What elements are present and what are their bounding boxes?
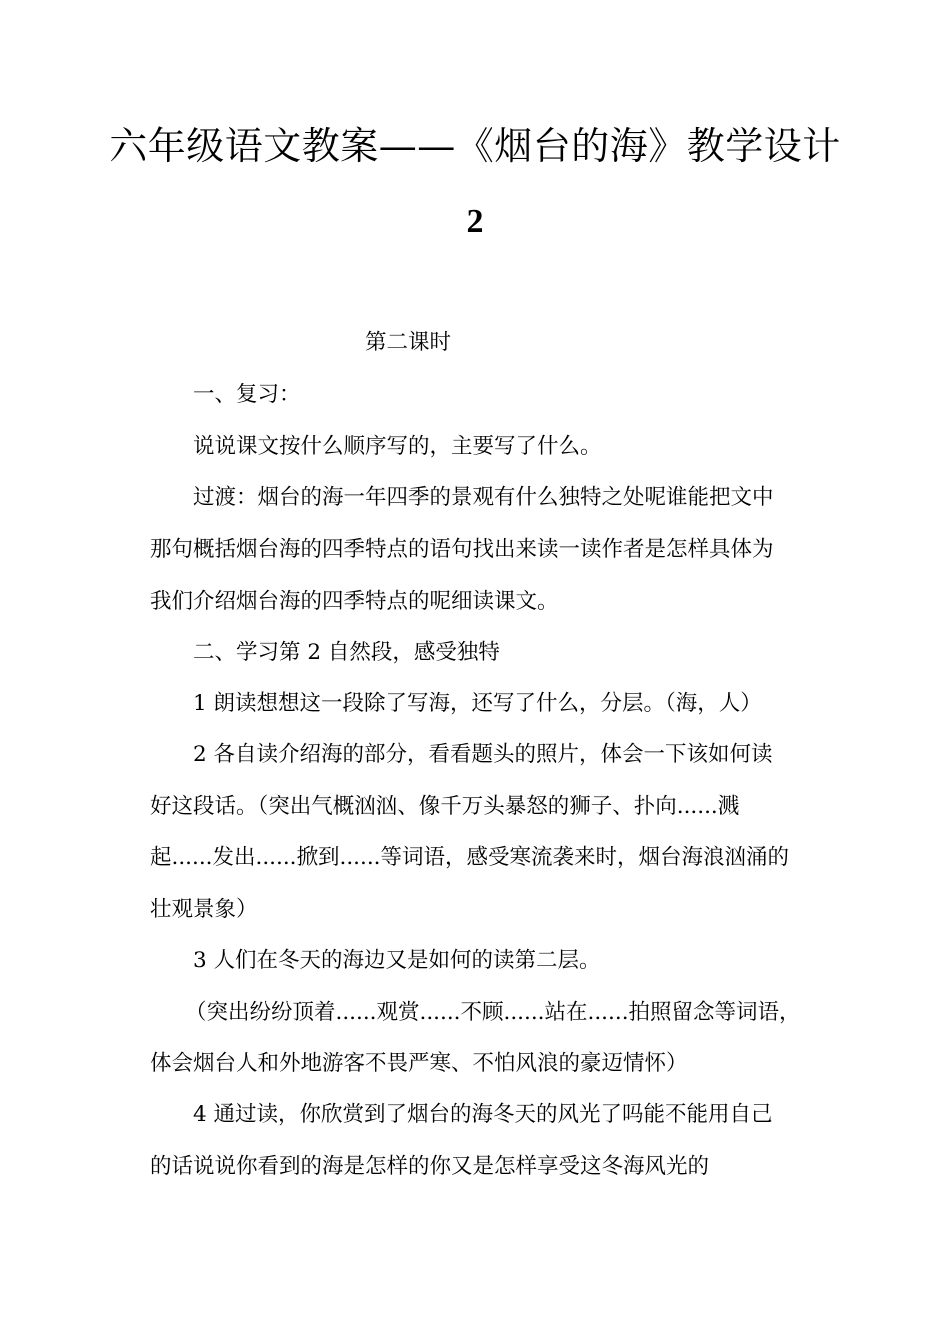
item-2-line: 起......发出......掀到......等词语，感受寒流袭来时，烟台海浪汹涌的 bbox=[150, 845, 790, 870]
item-4-line: 的话说说你看到的海是怎样的你又是怎样享受这冬海风光的 bbox=[150, 1154, 710, 1179]
transition-line: 过渡：烟台的海一年四季的景观有什么独特之处呢谁能把文中 bbox=[193, 485, 774, 510]
document-title: 六年级语文教案——《烟台的海》教学设计 bbox=[109, 124, 841, 168]
transition-line: 那句概括烟台海的四季特点的语句找出来读一读作者是怎样具体为 bbox=[150, 537, 774, 562]
document-title-number: 2 bbox=[466, 203, 484, 240]
item-3: 3 人们在冬天的海边又是如何的读第二层。 bbox=[193, 948, 601, 973]
item-2-line: 2 各自读介绍海的部分，看看题头的照片，体会一下该如何读 bbox=[193, 742, 773, 767]
item-2-line: 好这段话。（突出气概汹汹、像千万头暴怒的狮子、扑向......溅 bbox=[150, 794, 740, 819]
review-question: 说说课文按什么顺序写的，主要写了什么。 bbox=[193, 434, 602, 459]
item-4-line: 4 通过读，你欣赏到了烟台的海冬天的风光了吗能不能用自己 bbox=[193, 1102, 773, 1127]
item-2-line: 壮观景象） bbox=[150, 897, 258, 922]
section2-heading: 二、学习第 2 自然段，感受独特 bbox=[193, 640, 500, 665]
item-3-note-line: （突出纷纷顶着......观赏......不顾......站在......拍照留念等词语， bbox=[185, 1000, 801, 1025]
item-3-note-line: 体会烟台人和外地游客不畏严寒、不怕风浪的豪迈情怀） bbox=[150, 1051, 688, 1076]
review-heading: 一、复习： bbox=[193, 382, 301, 407]
item-1: 1 朗读想想这一段除了写海，还写了什么，分层。（海，人） bbox=[193, 691, 762, 716]
lesson-heading: 第二课时 bbox=[365, 330, 452, 355]
transition-line: 我们介绍烟台海的四季特点的呢细读课文。 bbox=[150, 589, 559, 614]
